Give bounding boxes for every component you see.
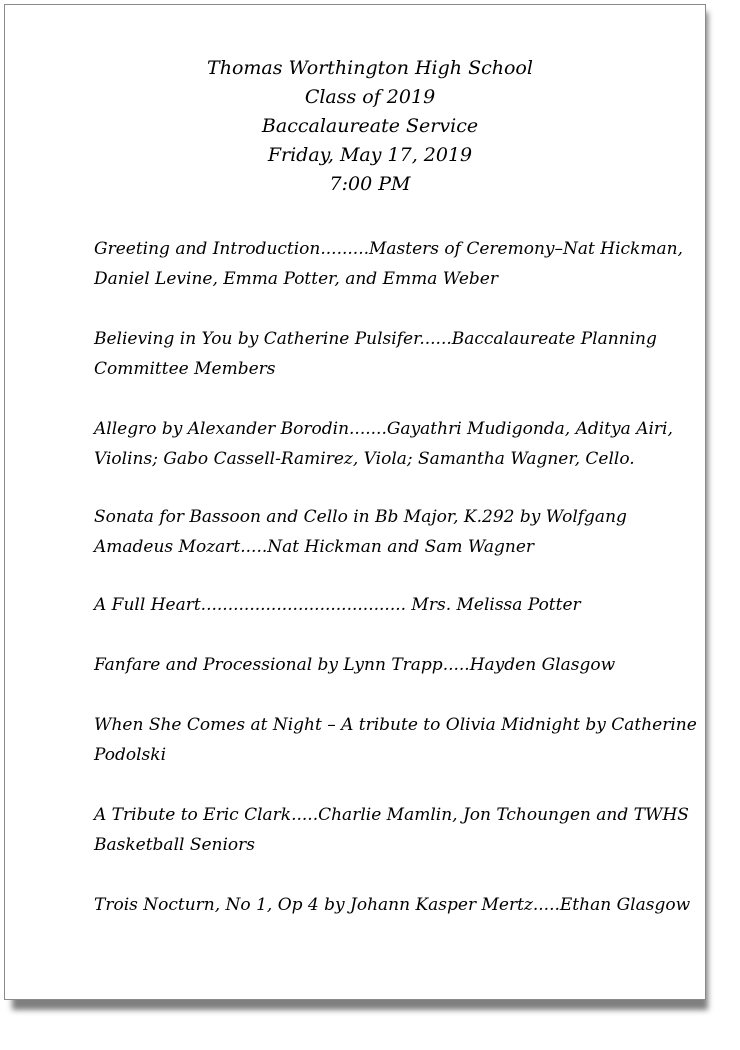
program-item-line: Trois Nocturn, No 1, Op 4 by Johann Kasper Mertz.....Ethan Glasgow [94, 895, 691, 915]
program-item-line: Sonata for Bassoon and Cello in Bb Major, K.292 by Wolfgang [94, 507, 627, 527]
program-item-line: Allegro by Alexander Borodin.......Gayathri Mudigonda, Aditya Airi, [94, 419, 673, 439]
program-item-line: Amadeus Mozart.....Nat Hickman and Sam Wagner [94, 537, 535, 557]
program-item-line: Committee Members [94, 359, 276, 379]
program-item [94, 800, 689, 860]
program-item-line: Fanfare and Processional by Lynn Trapp.....Hayden Glasgow [94, 655, 616, 675]
program-item [94, 502, 627, 562]
program-item-line: Basketball Seniors [94, 835, 256, 855]
program-item [94, 414, 673, 474]
program-item-line: A Tribute to Eric Clark.....Charlie Mamlin, Jon Tchoungen and TWHS [94, 805, 689, 825]
program-item [94, 890, 690, 920]
program-item [94, 324, 657, 384]
program-item [94, 650, 615, 680]
program-item-line: Violins; Gabo Cassell-Ramirez, Viola; Samantha Wagner, Cello. [94, 449, 635, 469]
event-time: 7:00 PM [329, 173, 411, 195]
event-date: Friday, May 17, 2019 [267, 144, 473, 166]
program-item [94, 710, 697, 770]
program-item [94, 234, 683, 294]
program-item [94, 590, 581, 620]
class-year: Class of 2019 [304, 86, 436, 108]
program-header [0, 54, 740, 199]
program-item-line: Podolski [94, 745, 167, 765]
program-item-line: Believing in You by Catherine Pulsifer......Baccalaureate Planning [94, 329, 657, 349]
program-item-line: When She Comes at Night – A tribute to Olivia Midnight by Catherine [94, 715, 697, 735]
service-title: Baccalaureate Service [261, 115, 479, 137]
program-item-line: Daniel Levine, Emma Potter, and Emma Weber [94, 269, 498, 289]
program-item-line: A Full Heart...................................... Mrs. Melissa Potter [94, 595, 581, 615]
program-item-line: Greeting and Introduction.........Masters of Ceremony–Nat Hickman, [94, 239, 683, 259]
school-name: Thomas Worthington High School [207, 57, 533, 79]
